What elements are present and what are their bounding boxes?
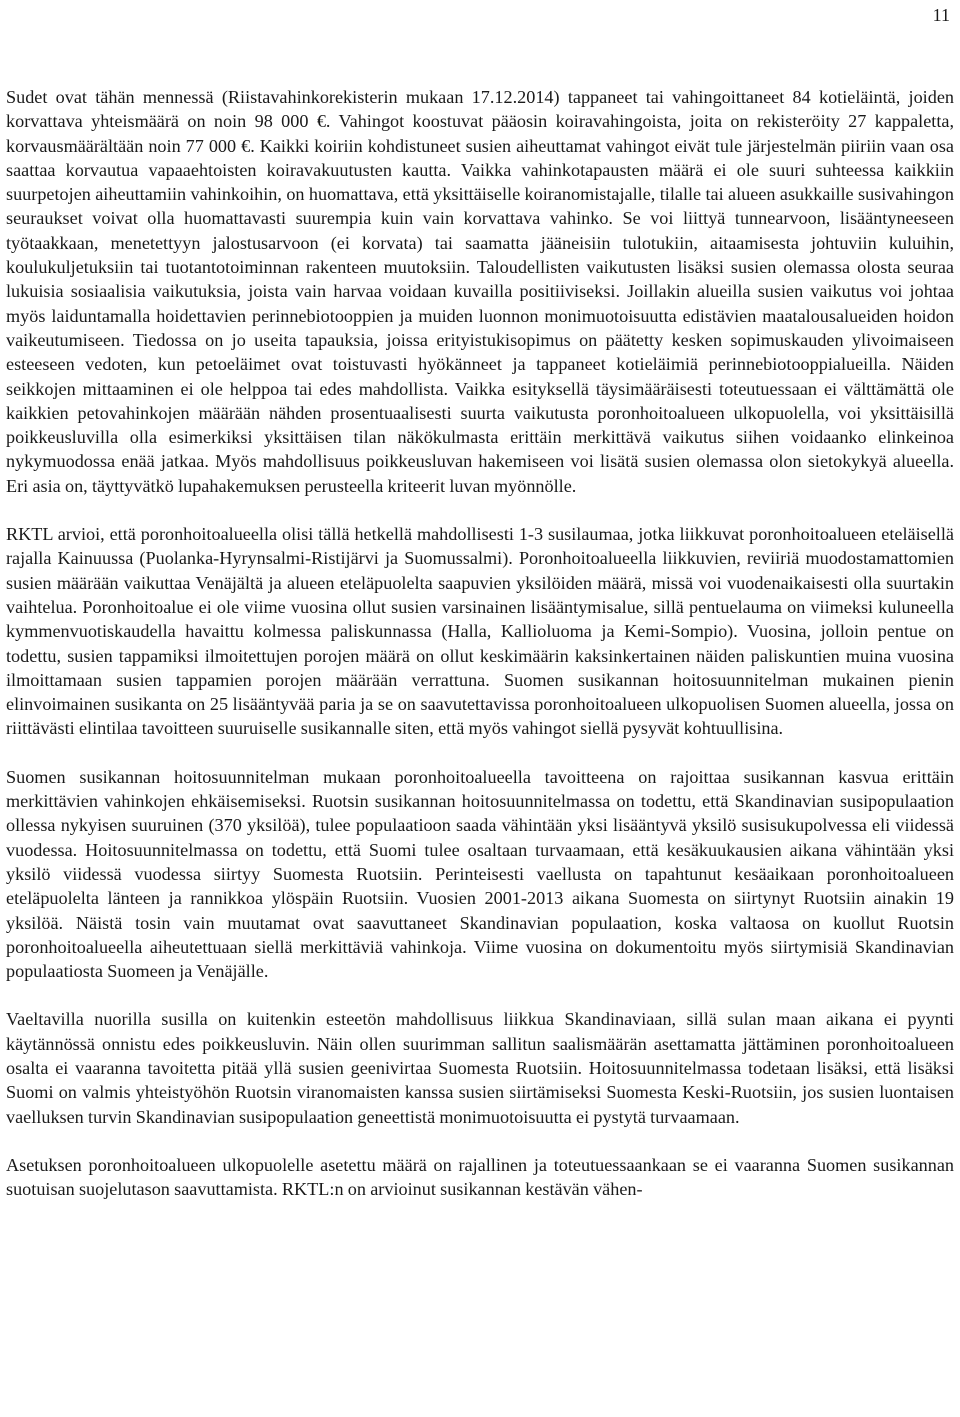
- paragraph-migration: Vaeltavilla nuorilla susilla on kuitenkin esteetön mahdollisuus liikkua Skandinaviaan, sillä sulan maan aikana ei pyynti käytännössä onnistu edes poikkeusluvin. Näin ollen suurimman sallitun saalismäärän asettamatta jättäminen poronhoitoalueen osalta ei vaaranna tavoitetta pitää yllä susien geenivirtaa Suomesta Ruotsiin. Hoitosuunnitelmassa todetaan lisäksi, että lisäksi Suomi on valmis yhteistyöhön Ruotsin viranomaisten kanssa susien siirtämiseksi Suomesta Keski-Ruotsiin, jos susien luontaisen vaelluksen turvin Skandinavian susipopulaation geneettistä monimuotoisuutta ei pystytä turvaamaan.: [6, 1009, 954, 1127]
- page-number: 11: [932, 5, 950, 25]
- paragraph-management-plan: Suomen susikannan hoitosuunnitelman mukaan poronhoitoalueella tavoitteena on rajoittaa susikannan kasvua erittäin merkittävien vahinkojen ehkäisemiseksi. Ruotsin susikannan hoitosuunnitelmassa on todettu, että Skandinavian susipopulaation ollessa nykyisen suuruinen (370 yksilöä), tulee populaatioon saada vähintään yksi lisääntyvä yksilö susisukupolvessa eli viidessä vuodessa. Hoitosuunnitelmassa on todettu, että Suomi tulee osaltaan turvaamaan, että kesäkuukausien aikana vähintään yksi yksilö viidessä vuodessa siirtyy Suomesta Ruotsiin. Perinteisesti vaellusta on tapahtunut kesäaikaan poronhoitoalueen eteläpuolelta länteen ja rannikkoa ylöspäin Ruotsiin. Vuosien 2001-2013 aikana Suomesta on siirtynyt Ruotsiin ainakin 19 yksilöä. Näistä tosin vain muutamat ovat saavuttaneet Skandinavian populaation, koska valtaosa on kuollut Ruotsin poronhoitoalueella aiheutettuaan siellä merkittäviä vahinkoja. Viime vuosina on dokumentoitu myös siirtymisiä Skandinavian populaatiosta Suomeen ja Venäjälle.: [6, 766, 954, 982]
- paragraph-damages: Sudet ovat tähän mennessä (Riistavahinkorekisterin mukaan 17.12.2014) tappaneet tai vahingoittaneet 84 kotieläintä, joiden korvattava yhteismäärä on noin 98 000 €. Vahingot koostuvat pääosin koiravahingoista, joita on rekisteröity 27 kappaletta, korvausmäärältään noin 77 000 €. Kaikki koiriin kohdistuneet susien aiheuttamat vahingot eivät tule järjestelmän piiriin vaan osa saattaa korvautua vapaaehtoisten koiravakuutusten kautta. Vaikka vahinkotapausten määrä ei ole suuri suhteessa kaikkiin suurpetojen aiheuttamiin vahinkoihin, on huomattava, että yksittäiselle koiranomistajalle, tilalle tai alueen asukkaille susivahingon seuraukset voivat olla huomattavasti suurempia kuin vain korvattava vahinko. Se voi liittyä tunnearvoon, lisääntyneeseen työtaakkaan, menetettyyn jalostusarvoon (ei korvata) tai saamatta jääneisiin tulotukiin, aitaamisesta johtuviin kuluihin, koulukuljetuksiin tai tuotantotoiminnan rakenteen muutoksiin. Taloudellisten vaikutusten lisäksi susien olemassa olosta seuraa lukuisia sosiaalisia vaikutuksia, joista vain harvaa voidaan kuvailla positiiviseksi. Joillakin alueilla susien vaikutus voi johtaa myös laiduntamalla hoidettavien perinnebiotooppien ja muiden luonnon monimuotoisuutta edistävien maatalousalueiden hoidon vaikeutumiseen. Tiedossa on jo useita tapauksia, joissa erityistukisopimus on päätetty kesken sopimuskauden ylivoimaiseen esteeseen vedoten, kun petoeläimet ovat toistuvasti hyökänneet ja tappaneet kotieläimiä perinnebiotooppialueilla. Näiden seikkojen mittaaminen ei ole helppoa tai edes mahdollista. Vaikka esityksellä täysimääräisesti toteutuessaan ei välttämättä ole kaikkien petovahinkojen määrään nähden prosentuaalisesti suurta vaikutusta poronhoitoalueen ulkopuolella, voi yksittäisillä poikkeusluvilla olla esimerkiksi yksittäisen tilan näkökulmasta erittäin merkittävä vaikutus siihen voidaanko elinkeinoa nykymuodossa enää jatkaa. Myös mahdollisuus poikkeusluvan hakemiseen voi lisätä susien olemassa olon sietokykyä alueella. Eri asia on, täyttyvätkö lupahakemuksen perusteella kriteerit luvan myönnölle.: [6, 87, 954, 496]
- paragraph-reindeer-area: RKTL arvioi, että poronhoitoalueella olisi tällä hetkellä mahdollisesti 1-3 susilaumaa, jotka liikkuvat poronhoitoalueen eteläisellä rajalla Kainuussa (Puolanka-Hyrynsalmi-Ristijärvi ja Suomussalmi). Poronhoitoalueella liikkuvien, reviiriä muodostamattomien susien määrään vaikuttaa Venäjältä ja alueen eteläpuolelta saapuvien yksilöiden määrä, missä voi vuodenaikaisesti olla suurtakin vaihtelua. Poronhoitoalue ei ole viime vuosina ollut susien varsinainen lisääntymisalue, sillä pentuelauma on viimeksi kuluneella kymmenvuotiskaudella havaittu kolmessa paliskunnassa (Halla, Kallioluoma ja Kemi-Sompio). Vuosina, jolloin pentue on todettu, susien tappamiksi ilmoitettujen porojen määrä on ollut keskimäärin kaksinkertainen näiden paliskuntien muina vuosina ilmoittamaan susien tappamien porojen määrään verrattuna. Suomen susikannan hoitosuunnitelman mukainen pienin elinvoimainen susikanta on 25 lisääntyvää paria ja se on saavutettavissa poronhoitoalueen ulkopuolisen Suomen alueella, jossa on riittävästi elintilaa tavoitteen suuruiselle susikannalle siten, että myös vahingot siellä pysyvät kohtuullisina.: [6, 524, 954, 739]
- document-body: [6, 85, 954, 1225]
- paragraph-regulation: Asetuksen poronhoitoalueen ulkopuolelle asetettu määrä on rajallinen ja toteutuessaankaan se ei vaaranna Suomen susikannan suotuisan suojelutason saavuttamista. RKTL:n on arvioinut susikannan kestävän vähen-: [6, 1154, 954, 1200]
